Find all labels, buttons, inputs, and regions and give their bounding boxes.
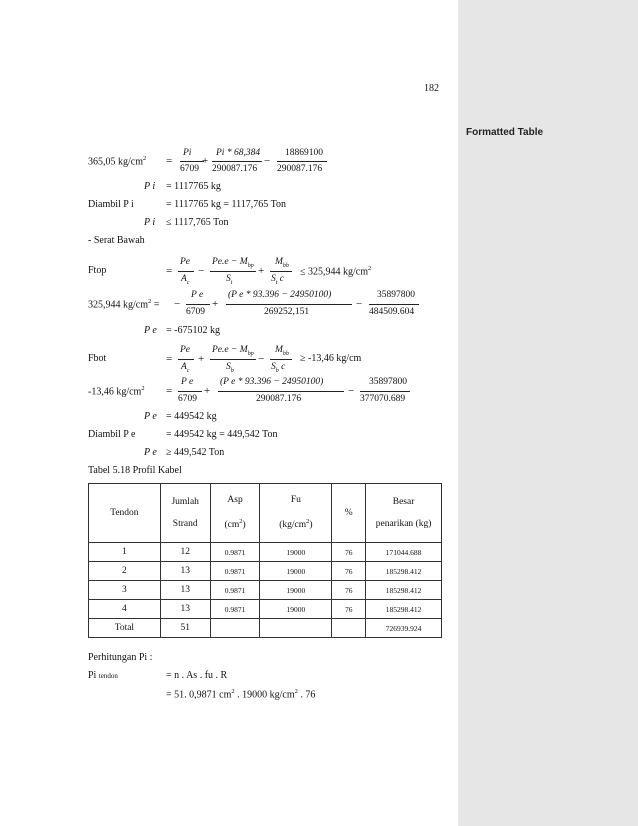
header-percent: %: [332, 484, 366, 543]
eq6-text: = -675102 kg: [166, 325, 220, 336]
section-serat-bawah: - Serat Bawah: [88, 235, 145, 246]
fbot-rhs: ≥ -13,46 kg/cm: [300, 353, 362, 364]
header-asp: Asp $(cm^2)$: [210, 484, 260, 543]
eq6-label: P e: [144, 325, 157, 336]
ftop-label: Ftop: [88, 265, 107, 276]
eq1-f2-num: Pi * 68,384: [216, 148, 261, 158]
fbot-label: Fbot: [88, 353, 107, 364]
table-row: 4 13 0.9871 19000 76 185298.412: [89, 600, 442, 619]
eq1-f3-num: 18869100: [285, 148, 323, 158]
eq8-label: P e: [144, 411, 157, 422]
table-total-row: Total 51 726939.924: [89, 619, 442, 638]
eq4-label: P i: [144, 217, 156, 228]
table-row: 1 12 0.9871 19000 76 171044.688: [89, 543, 442, 562]
table-caption: Tabel 5.18 Profil Kabel: [88, 465, 182, 476]
eq3-label: Diambil P i: [88, 199, 134, 210]
eq10-text: ≥ 449,542 Ton: [166, 447, 225, 458]
table-row: 2 13 0.9871 19000 76 185298.412: [89, 562, 442, 581]
pi-tendon-label: Pi tendon: [88, 670, 118, 681]
eq2-label: P i: [144, 181, 156, 192]
eq10-label: P e: [144, 447, 157, 458]
page-number: 182: [424, 83, 439, 94]
perhitungan-line-1: = n . As . fu . R: [166, 670, 228, 681]
eq8-text: = 449542 kg: [166, 411, 217, 422]
comment-label: Formatted Table: [466, 127, 544, 138]
eq4-text: ≤ 1117,765 Ton: [166, 217, 229, 228]
eq3-text: = 1117765 kg = 1117,765 Ton: [166, 199, 287, 210]
table-header-row: [89, 484, 442, 543]
ftop-rhs: ≤ 325,944 kg/cm: [300, 266, 368, 278]
table-row: 3 13 0.9871 19000 76 185298.412: [89, 581, 442, 600]
perhitungan-line-2: = 51. 0,9871 $cm^2$ . 19000 $kg/cm^2$ . 76: [166, 688, 316, 701]
eq1-f2-den: 290087.176: [212, 164, 258, 174]
header-fu: Fu $(kg/cm^2)$: [260, 484, 332, 543]
eq1-f3-den: 290087.176: [277, 164, 323, 174]
eq1-lhs: 365,05 kg/cm: [88, 156, 143, 168]
eq1-f1-den: 6709: [180, 164, 199, 174]
header-jumlah-strand: Jumlah Strand: [160, 484, 210, 543]
comment-margin: [458, 0, 638, 826]
eq1-minus: −: [264, 155, 271, 167]
eq9-label: Diambil P e: [88, 429, 136, 440]
cable-profile-table: [88, 483, 442, 638]
eq1-plus: +: [202, 155, 209, 167]
header-besar-penarikan: Besar penarikan (kg): [366, 484, 442, 543]
perhitungan-title: Perhitungan Pi :: [88, 652, 153, 663]
eq1-f1-num: Pi: [183, 148, 192, 158]
header-tendon: Tendon: [89, 484, 161, 543]
eq2-text: = 1117765 kg: [166, 181, 221, 192]
eq9-text: = 449542 kg = 449,542 Ton: [166, 429, 278, 440]
eq1-equals: =: [166, 155, 173, 167]
